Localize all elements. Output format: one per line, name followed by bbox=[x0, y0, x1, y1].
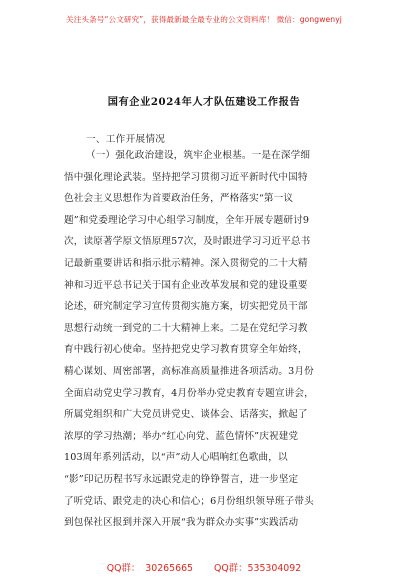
body-line: 思想行动统一到党的二十大精神上来。二是在党纪学习教 bbox=[64, 322, 308, 334]
body-line: 论述，研究制定学习宣传贯彻实施方案，切实把党员干部 bbox=[64, 301, 308, 313]
body-line: 精心谋划、周密部署，高标准高质量推进各项活动。3月份 bbox=[64, 366, 314, 377]
body-line: 所属党组织和广大党员讲党史、谈体会、话落实，掀起了 bbox=[64, 409, 308, 421]
footer-qq-right: QQ群：535304092 bbox=[214, 563, 302, 574]
body-line: （一）强化政治建设，筑牢企业根基。一是在深学细 bbox=[86, 150, 311, 161]
body-line: 神和习近平总书记关于国有企业改革发展和党的建设重要 bbox=[64, 279, 308, 291]
footer-contact bbox=[0, 560, 408, 574]
body-line: 103周年系列活动，以“声”动人心唱响红色歌曲，以 bbox=[64, 452, 288, 464]
body-line: 题”和党委理论学习中心组学习制度，全年开展专题研讨9 bbox=[64, 214, 310, 226]
body-line: 到包保社区报到并深入开展“我为群众办实事”实践活动 bbox=[64, 517, 299, 529]
body-line: 悟中强化理论武装。坚持把学习贯彻习近平新时代中国特 bbox=[64, 171, 308, 183]
body-line: “影”印记历程书写永远跟党走的铮铮誓言，进一步坚定 bbox=[64, 474, 299, 485]
header-notice: 关注头条号“公文研究”，获得最新最全最专业的公文资料库！ 微信：gongwenyj bbox=[66, 15, 342, 24]
body-line: 育中践行初心使命。坚持把党史学习教育贯穿全年始终， bbox=[64, 344, 308, 356]
footer-qq-left: QQ群： 30265665 bbox=[106, 563, 194, 574]
body-line: 了听党话、跟党走的决心和信心；6月份组织领导班子带头 bbox=[64, 495, 314, 507]
body-line: 记最新重要讲话和指示批示精神。深入贯彻党的二十大精 bbox=[64, 258, 308, 269]
page-title: 国有企业2024年人才队伍建设工作报告 bbox=[107, 96, 301, 108]
section-heading: 一、工作开展情况 bbox=[86, 134, 166, 145]
body-line: 次，读原著学原文悟原理57次，及时跟进学习习近平总书 bbox=[64, 236, 311, 248]
body-line: 浓厚的学习热潮；举办“红心向党、蓝色情怀”庆祝建党 bbox=[64, 430, 299, 442]
body-line: 全面启动党史学习教育，4月份举办党史教育专题宣讲会， bbox=[64, 387, 314, 399]
body-line: 色社会主义思想作为首要政治任务，严格落实“第一议 bbox=[64, 193, 294, 205]
